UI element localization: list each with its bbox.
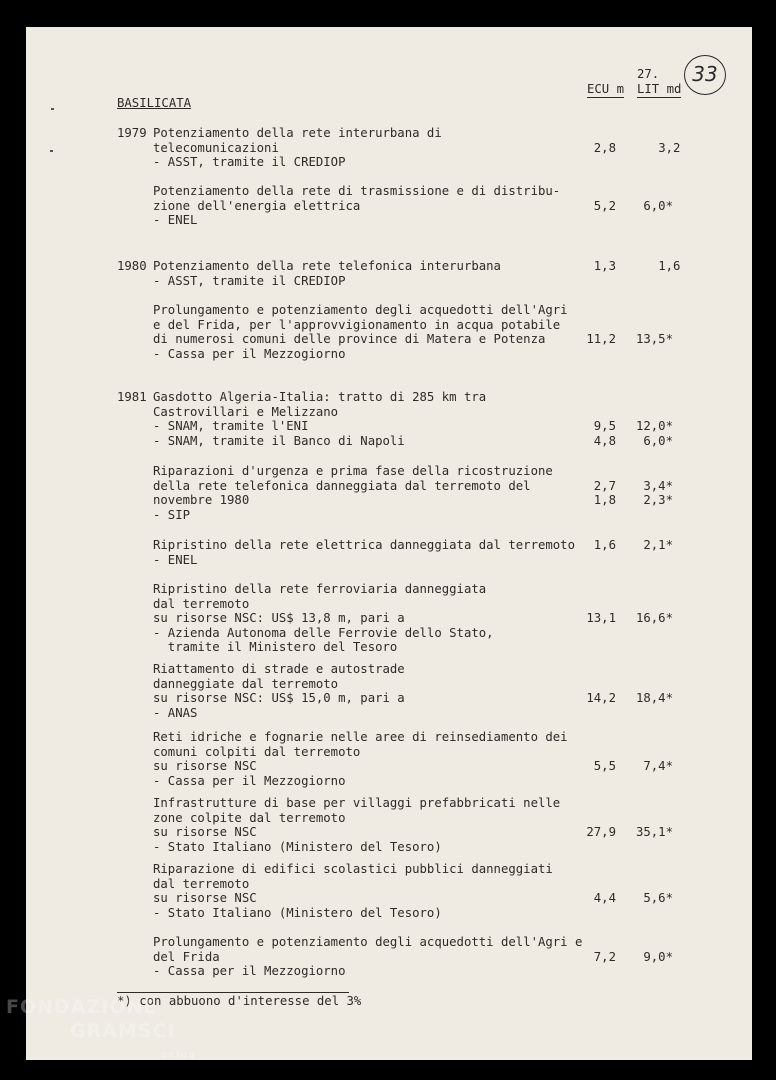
lit-value: 5,6* xyxy=(643,891,673,906)
entry-text-line: dal terremoto xyxy=(153,876,250,891)
lit-value: 7,4* xyxy=(643,759,673,774)
watermark-line1: FONDAZIONE xyxy=(6,996,158,1018)
entry-text-line: tramite il Ministero del Tesoro xyxy=(153,640,398,655)
entry-text-line: Reti idriche e fognarie nelle aree di reinsediamento dei xyxy=(153,730,568,744)
entry-text-line: zione dell'energia elettrica xyxy=(153,198,361,213)
lit-value: 3,2 xyxy=(658,140,681,155)
footnote-rule xyxy=(117,992,349,993)
entry-text-line: - ASST, tramite il CREDIOP xyxy=(153,155,346,170)
entry-text-line: su risorse NSC: US$ 13,8 m, pari a xyxy=(153,611,405,626)
entry-text-line: della rete telefonica danneggiata dal terremoto del xyxy=(153,478,531,493)
entry-text-line: telecomunicazioni xyxy=(153,140,279,155)
lit-value: 3,4* xyxy=(643,478,673,493)
entry-text-line: - ENEL xyxy=(153,213,198,228)
entry-year: 1981 xyxy=(117,390,147,404)
entry-text-line: Potenziamento della rete di trasmissione e di distribu- xyxy=(153,184,561,198)
entry-text-line: - ENEL xyxy=(153,552,198,567)
entry-text-line: Ripristino della rete ferroviaria danneggiata xyxy=(153,582,487,596)
entry-year: 1980 xyxy=(117,259,147,273)
ecu-value: 14,2 xyxy=(586,691,616,706)
ecu-value: 7,2 xyxy=(593,949,616,964)
ecu-value: 5,5 xyxy=(593,759,616,774)
entry-text-line: danneggiate dal terremoto xyxy=(153,676,339,691)
entry-text-line: - Azienda Autonoma delle Ferrovie dello Stato, xyxy=(153,625,494,640)
lit-value: 6,0* xyxy=(643,198,673,213)
lit-value: 12,0* xyxy=(635,419,673,434)
entry-text-line: Riparazioni d'urgenza e prima fase della ricostruzione xyxy=(153,464,553,478)
ecu-column-header: ECU m xyxy=(587,82,625,96)
ecu-value: 13,1 xyxy=(586,611,616,626)
entry-text-line: - Cassa per il Mezzogiorno xyxy=(153,346,346,361)
entry-text-line: - SNAM, tramite l'ENI xyxy=(153,419,309,434)
entry-text-line: - Stato Italiano (Ministero del Tesoro) xyxy=(153,905,442,920)
watermark-line3: onlus xyxy=(160,1050,196,1061)
ecu-value: 27,9 xyxy=(586,825,616,840)
entry-text-line: e del Frida, per l'approvvigionamento in acqua potabile xyxy=(153,317,561,332)
entry-text-line: Riparazione di edifici scolastici pubblici danneggiati xyxy=(153,862,553,876)
footnote: *) con abbuono d'interesse del 3% xyxy=(117,994,362,1008)
ecu-value: 5,2 xyxy=(593,198,616,213)
entry-text-line: su risorse NSC: US$ 15,0 m, pari a xyxy=(153,691,405,706)
entry-text-line: Riattamento di strade e autostrade xyxy=(153,662,405,676)
entry-text-line: Ripristino della rete elettrica danneggiata dal terremoto xyxy=(153,538,575,552)
ecu-value: 1,3 xyxy=(593,259,616,273)
entry-text-line: Prolungamento e potenziamento degli acquedotti dell'Agri xyxy=(153,303,568,317)
ecu-value: 9,5 xyxy=(593,419,616,434)
watermark-line2: GRAMSCI xyxy=(70,1020,176,1042)
entry-text-line: comuni colpiti dal terremoto xyxy=(153,744,361,759)
ecu-value: 1,6 xyxy=(593,538,616,552)
ecu-value: 2,7 xyxy=(593,478,616,493)
entry-text-line: su risorse NSC xyxy=(153,891,257,906)
entry-text-line: - SIP xyxy=(153,507,191,522)
entry-text-line: - ASST, tramite il CREDIOP xyxy=(153,273,346,288)
entry-text-line: su risorse NSC xyxy=(153,825,257,840)
entry-text-line: Potenziamento della rete interurbana di xyxy=(153,126,442,140)
page-number: 27. xyxy=(637,67,660,81)
handwritten-page-number: 33 xyxy=(684,55,726,95)
ecu-value: 4,8 xyxy=(593,433,616,448)
lit-value: 9,0* xyxy=(643,949,673,964)
ecu-value: 4,4 xyxy=(593,891,616,906)
lit-value: 35,1* xyxy=(635,825,673,840)
lit-value: 1,6 xyxy=(658,259,681,273)
ecu-value: 11,2 xyxy=(586,332,616,347)
entry-text-line: - Stato Italiano (Ministero del Tesoro) xyxy=(153,839,442,854)
entry-text-line: Castrovillari e Melizzano xyxy=(153,404,339,419)
lit-value: 13,5* xyxy=(635,332,673,347)
entry-text-line: Gasdotto Algeria-Italia: tratto di 285 km tra xyxy=(153,390,487,404)
entry-text-line: novembre 1980 xyxy=(153,493,250,508)
entry-text-line: - Cassa per il Mezzogiorno xyxy=(153,773,346,788)
lit-value: 16,6* xyxy=(635,611,673,626)
entry-text-line: di numerosi comuni delle province di Matera e Potenza xyxy=(153,332,546,347)
punch-mark xyxy=(51,108,54,110)
entry-text-line: - ANAS xyxy=(153,705,198,720)
lit-value: 2,3* xyxy=(643,493,673,508)
entry-text-line: del Frida xyxy=(153,949,220,964)
entry-text-line: dal terremoto xyxy=(153,596,250,611)
lit-value: 2,1* xyxy=(643,538,673,552)
lit-column-header: LIT md xyxy=(637,82,682,96)
punch-mark xyxy=(50,150,53,152)
entry-text-line: Infrastrutture di base per villaggi prefabbricati nelle xyxy=(153,796,561,810)
region-title: BASILICATA xyxy=(117,96,192,110)
entry-year: 1979 xyxy=(117,126,147,140)
ecu-value: 2,8 xyxy=(593,140,616,155)
entry-text-line: su risorse NSC xyxy=(153,759,257,774)
entry-text-line: - Cassa per il Mezzogiorno xyxy=(153,964,346,979)
entry-text-line: Potenziamento della rete telefonica interurbana xyxy=(153,259,501,273)
entry-text-line: zone colpite dal terremoto xyxy=(153,810,346,825)
lit-value: 18,4* xyxy=(635,691,673,706)
ecu-value: 1,8 xyxy=(593,493,616,508)
entry-text-line: Prolungamento e potenziamento degli acquedotti dell'Agri e xyxy=(153,935,583,949)
lit-value: 6,0* xyxy=(643,433,673,448)
entry-text-line: - SNAM, tramite il Banco di Napoli xyxy=(153,433,405,448)
